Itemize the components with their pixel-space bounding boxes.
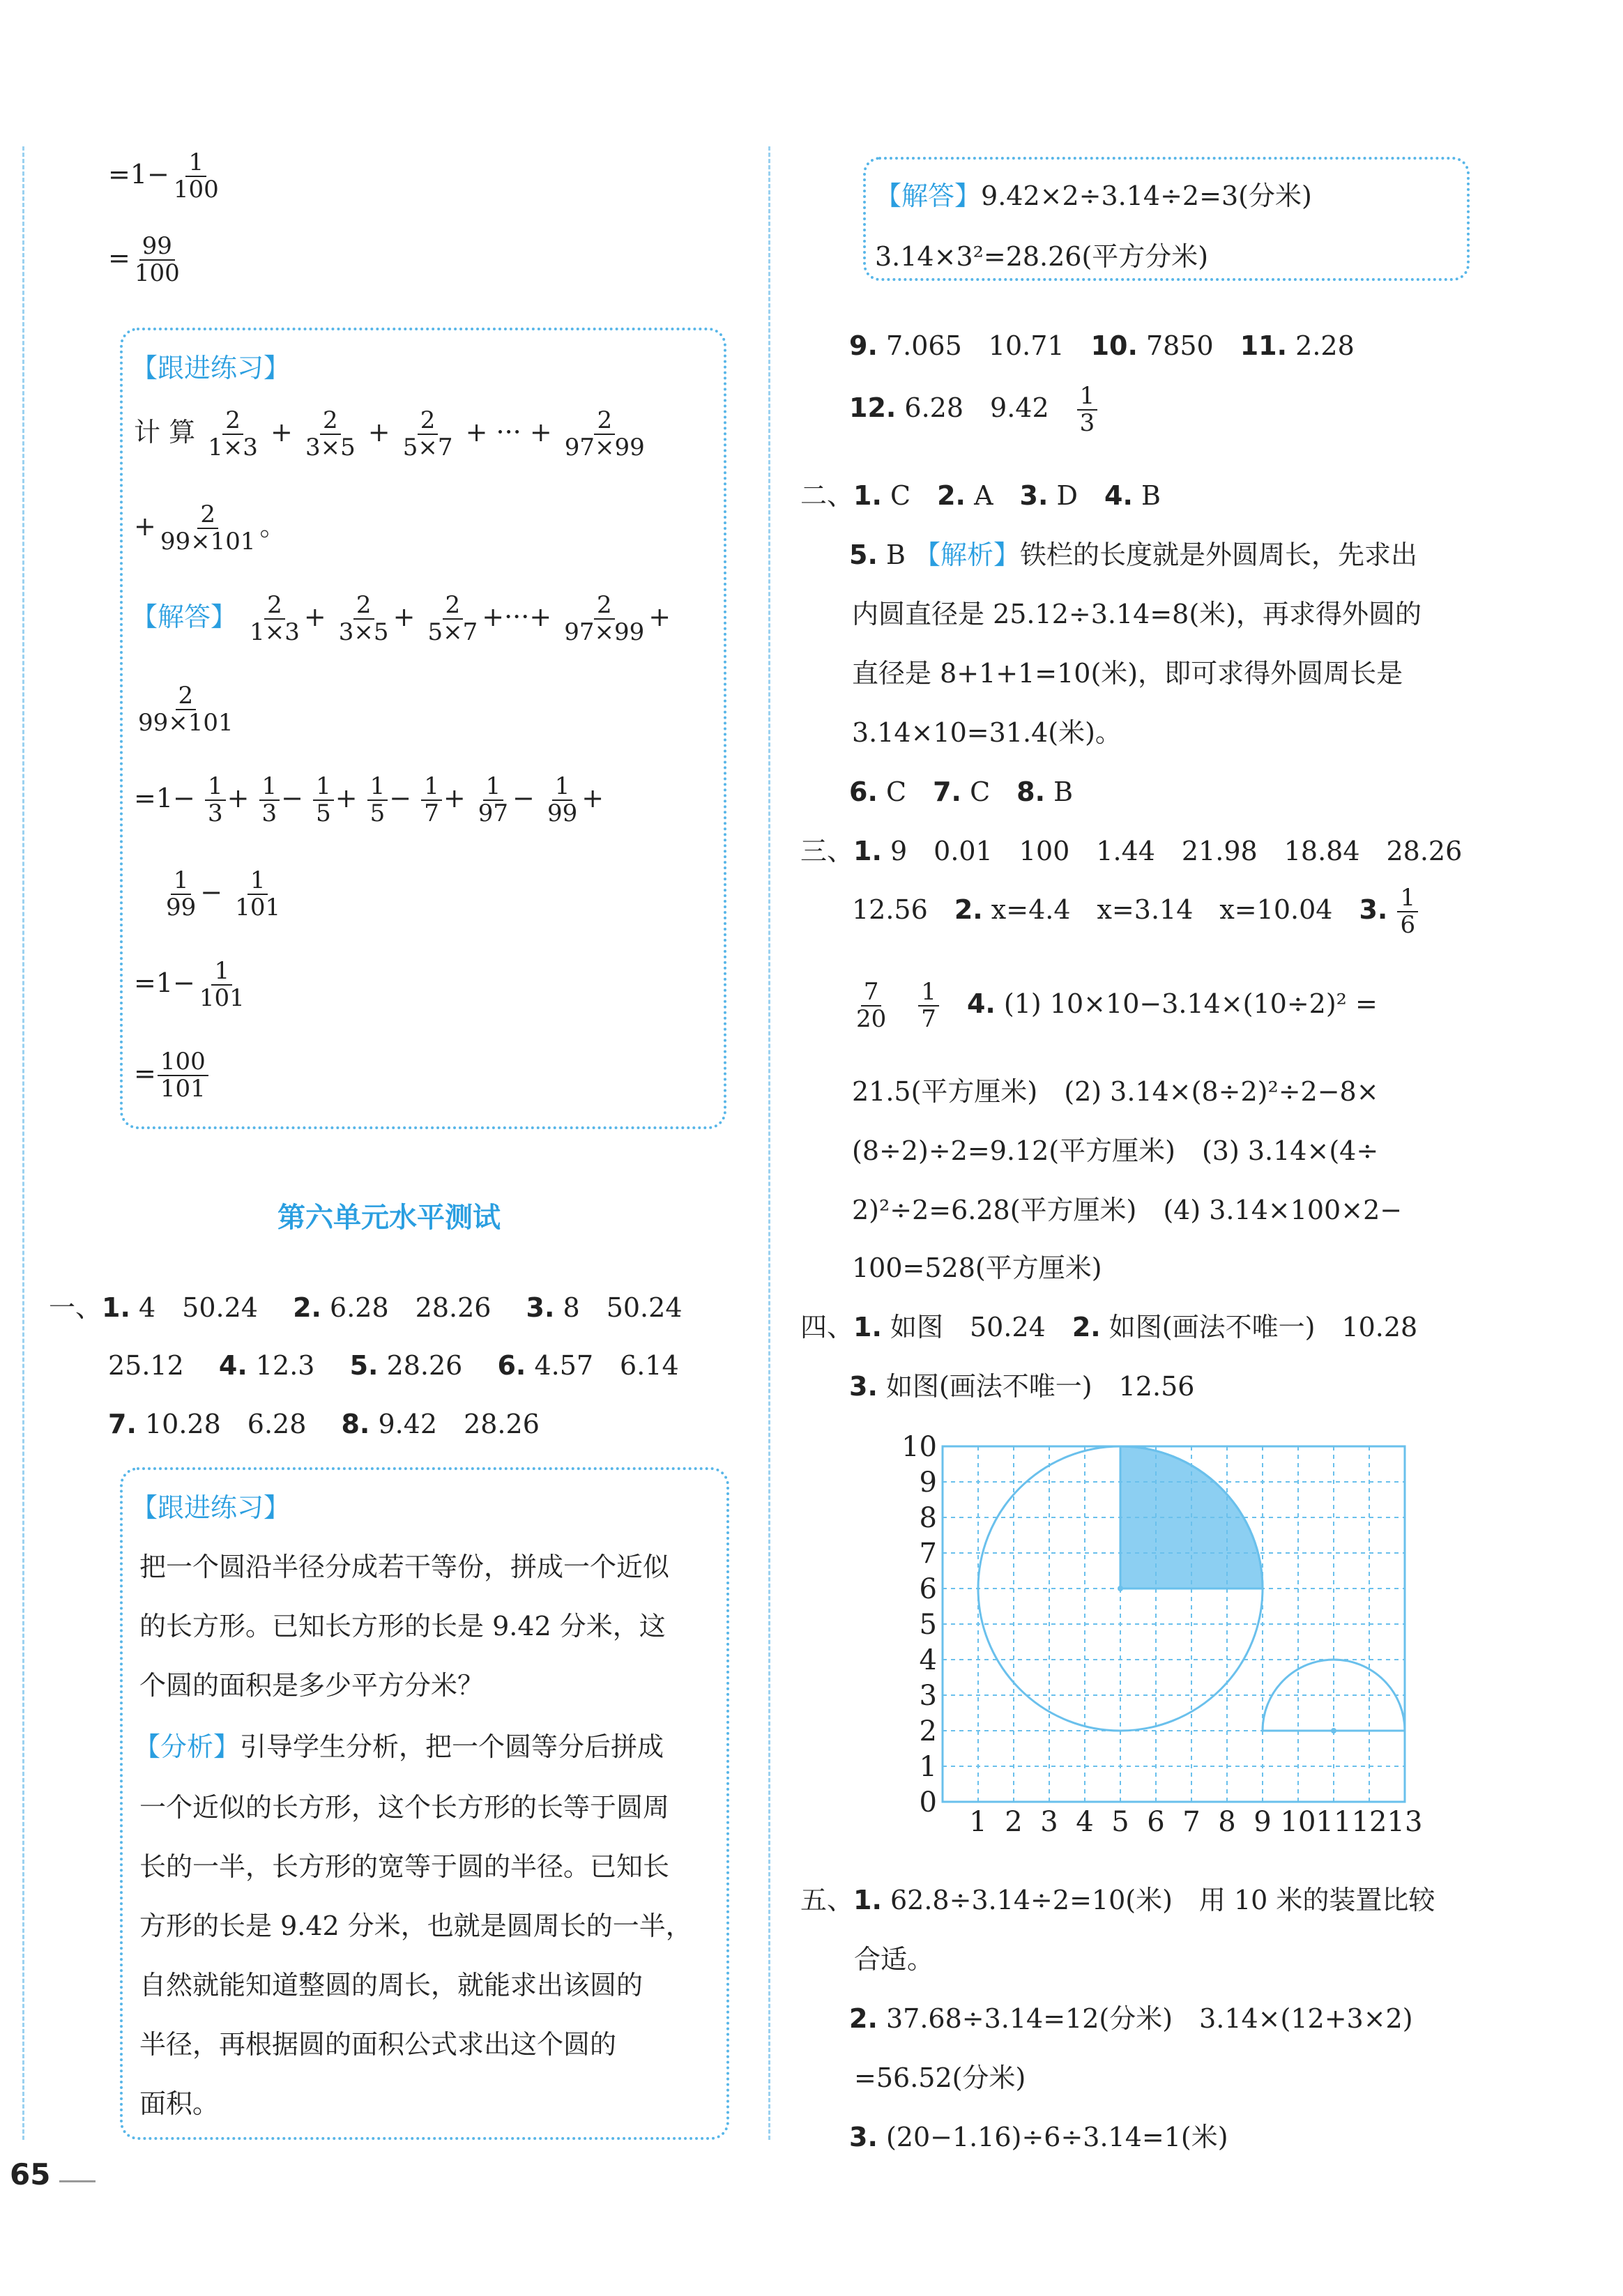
practice2-line-1: 把一个圆沿半径分成若干等份，拼成一个近似 (139, 1552, 670, 1582)
x-tick-label: 6 (1147, 1806, 1165, 1838)
y-tick-label: 1 (919, 1751, 937, 1783)
y-tick-label: 9 (919, 1467, 937, 1499)
practice2-line-3: 个圆的面积是多少平方分米？ (139, 1670, 485, 1701)
intro-line-2: = $\frac{99}{100}$ (108, 232, 180, 288)
practice2-line-2: 的长方形。已知长方形的长是 9.42 分米，这 (139, 1611, 666, 1641)
semicircle (1263, 1660, 1405, 1731)
x-tick-label: 4 (1076, 1806, 1094, 1838)
y-tick-label: 2 (919, 1715, 937, 1747)
sec3-q4-line-5: 100=528(平方厘米) (852, 1253, 1102, 1283)
sec2-row-3: 6. C 7. C 8. B (849, 776, 1074, 807)
sec3-q4-line-4: 2)²÷2=6.28(平方厘米) (4) 3.14×100×2− (852, 1195, 1403, 1225)
sec1-row-2: 25.12 4. 12.3 5. 28.26 6. 4.57 6.14 (108, 1350, 679, 1381)
answer-box-line-1: 【解答】9.42×2÷3.14÷2=3(分米) (875, 181, 1312, 211)
y-tick-label: 4 (919, 1644, 937, 1676)
sec1-row-3: 7. 10.28 6.28 8. 9.42 28.26 (108, 1409, 540, 1439)
x-tick-label: 10 (1280, 1806, 1316, 1838)
sec4-row-1: 四、1. 如图 50.24 2. 如图(画法不唯一) 10.28 (800, 1312, 1418, 1342)
y-tick-label: 8 (919, 1502, 937, 1534)
practice-tag-1: 【跟进练习】 (131, 353, 291, 383)
x-tick-label: 1 (969, 1806, 987, 1838)
analysis-line-7: 面积。 (139, 2088, 220, 2119)
sec2-q5-line-2: 内圆直径是 25.12÷3.14=8(米)，再求得外圆的 (852, 599, 1422, 629)
x-tick-label: 5 (1111, 1806, 1129, 1838)
analysis-line-6: 半径，再根据圆的面积公式求出这个圆的 (139, 2029, 617, 2060)
answer-line-4: $\frac{1}{99}$ − $\frac{1}{101}$ (166, 866, 281, 922)
x-tick-label: 7 (1182, 1806, 1201, 1838)
intro-line-1: =1− $\frac{1}{100}$ (108, 148, 219, 204)
sec2-q5-line-1: 5. B 【解析】铁栏的长度就是外圆周长，先求出 (849, 539, 1418, 570)
sec5-q1-line-1: 五、1. 62.8÷3.14÷2=10(米) 用 10 米的装置比较 (800, 1885, 1435, 1915)
sec3-q4-line-3: (8÷2)÷2=9.12(平方厘米) (3) 3.14×(4÷ (852, 1135, 1379, 1166)
analysis-line-4: 方形的长是 9.42 分米，也就是圆周长的一半， (139, 1911, 692, 1941)
sec3-row-2: 12.56 2. x=4.4 x=3.14 x=10.04 3. $\frac{1}{6}$ (852, 885, 1419, 939)
y-tick-label: 5 (919, 1609, 937, 1641)
analysis-line-5: 自然就能知道整圆的周长，就能求出该圆的 (139, 1970, 643, 2000)
answer-line-6: = $\frac{100}{101}$ (134, 1049, 210, 1103)
q9-11-row: 9. 7.065 10.71 10. 7850 11. 2.28 (849, 330, 1355, 361)
answer-line-2: $\frac{2}{99\times 101}$ (138, 682, 234, 737)
y-tick-label: 7 (919, 1538, 937, 1570)
x-tick-label: 8 (1218, 1806, 1236, 1838)
x-tick-label: 13 (1387, 1806, 1423, 1838)
unit-title: 第六单元水平测试 (277, 1202, 501, 1234)
left-margin-line (22, 146, 24, 2140)
x-tick-label: 3 (1040, 1806, 1058, 1838)
sec3-q4-line-2: 21.5(平方厘米) (2) 3.14×(8÷2)²÷2−8× (852, 1076, 1379, 1107)
semicircle-center (1331, 1728, 1336, 1734)
analysis-line-2: 一个近似的长方形，这个长方形的长等于圆周 (139, 1792, 670, 1823)
sec2-q5-line-4: 3.14×10=31.4(米)。 (852, 717, 1122, 748)
sec2-q5-line-3: 直径是 8+1+1=10(米)，即可求得外圆周长是 (852, 658, 1403, 689)
sec5-q2-line-2: =56.52(分米) (854, 2062, 1026, 2093)
column-divider (768, 146, 770, 2140)
sec5-q1-line-2: 合适。 (854, 1944, 934, 1975)
sec3-row-1: 三、1. 9 0.01 100 1.44 21.98 18.84 28.26 (800, 836, 1463, 866)
x-tick-label: 9 (1254, 1806, 1272, 1838)
x-tick-label: 2 (1005, 1806, 1023, 1838)
sec1-row-1: 一、1. 4 50.24 2. 6.28 28.26 3. 8 50.24 (49, 1292, 683, 1323)
calc-expression: 计 算 $\frac{2}{1\times 3}$ + $\frac{2}{3\times 5}$ + $\frac{2}{5\times 7}$ + ··· + $\frac{2}{97\times 99}$ (134, 406, 645, 462)
y-tick-label: 3 (919, 1680, 937, 1712)
sec3-row-3: $\frac{7}{20}$ $\frac{1}{7}$ 4. (1) 10×10−3.14×(10÷2)² = (856, 978, 1378, 1034)
sec5-q3-line: 3. (20−1.16)÷6÷3.14=1(米) (849, 2122, 1228, 2152)
y-tick-label: 10 (901, 1431, 937, 1463)
practice-tag-2: 【跟进练习】 (131, 1492, 291, 1523)
big-circle-center (1118, 1586, 1123, 1591)
calc-expression-cont: + $\frac{2}{99\times 101}$ 。 (134, 500, 287, 556)
sec2-row-1: 二、1. C 2. A 3. D 4. B (800, 480, 1161, 511)
analysis-line-3: 长的一半，长方形的宽等于圆的半径。已知长 (139, 1851, 670, 1882)
sec5-q2-line-1: 2. 37.68÷3.14=12(分米) 3.14×(12+3×2) (849, 2003, 1413, 2034)
grid-figure (899, 1422, 1429, 1840)
answer-line-1: 【解答】 $\frac{2}{1\times 3}$ + $\frac{2}{3\times 5}$ + $\frac{2}{5\times 7}$ +···+ $\frac{2}{97\times 99}$ + (131, 591, 671, 647)
answer-line-5: =1− $\frac{1}{101}$ (134, 957, 245, 1013)
answer-line-3: =1− $\frac{1}{3}$ + $\frac{1}{3}$ − $\frac{1}{5}$ + $\frac{1}{5}$ − $\frac{1}{7}$ + $\frac{1}{97}$ − $\frac{1}{99}$ + (134, 772, 604, 828)
sec4-row-2: 3. 如图(画法不唯一) 12.56 (849, 1371, 1195, 1402)
page-number-rule (59, 2180, 96, 2182)
y-tick-label: 0 (919, 1786, 937, 1819)
page-number: 65 (10, 2157, 51, 2191)
y-tick-label: 6 (919, 1573, 937, 1605)
answer-box-line-2: 3.14×3²=28.26(平方分米) (875, 241, 1209, 272)
q12-row: 12. 6.28 9.42 $\frac{1}{3}$ (849, 383, 1099, 437)
x-tick-label: 12 (1351, 1806, 1387, 1838)
analysis-line-1: 【分析】引导学生分析，把一个圆等分后拼成 (134, 1731, 664, 1762)
x-tick-label: 11 (1316, 1806, 1352, 1838)
